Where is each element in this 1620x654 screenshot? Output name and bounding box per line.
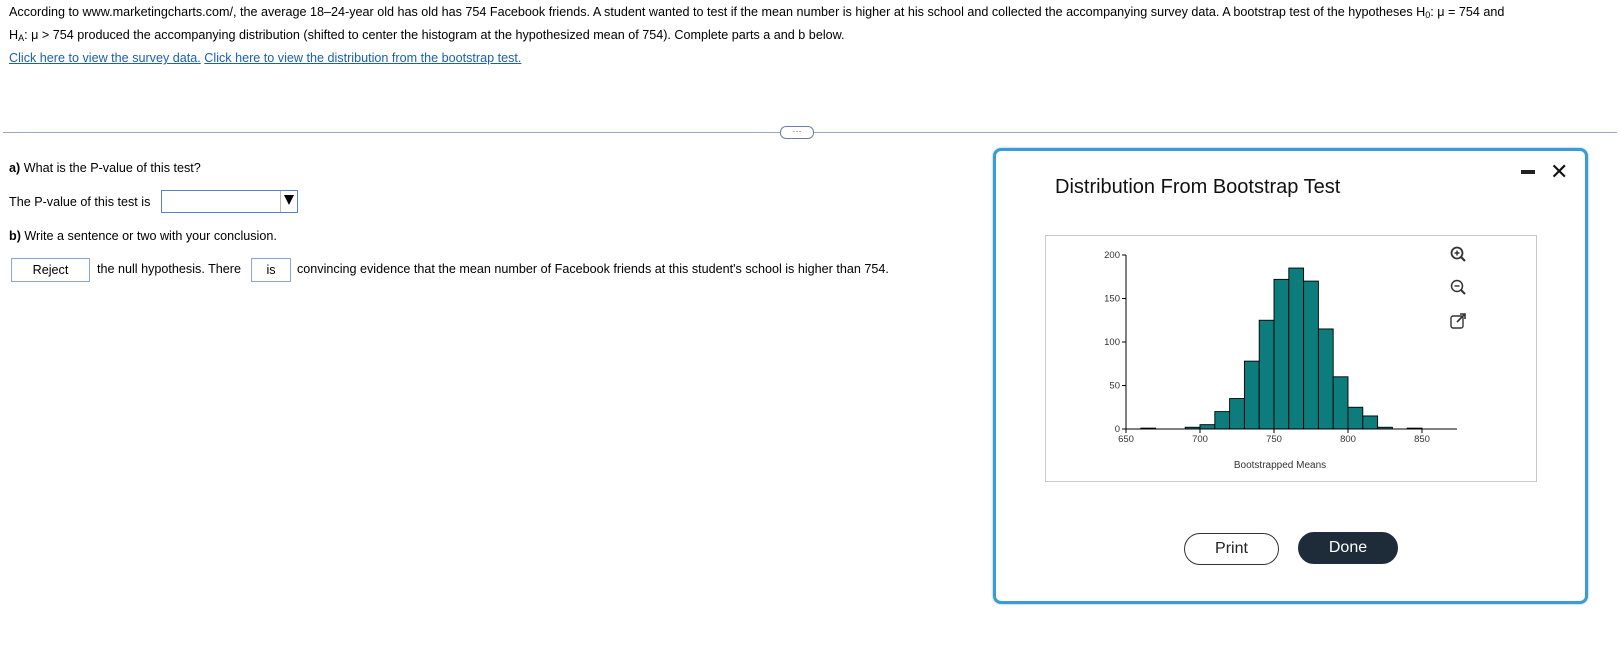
histogram-bar — [1274, 279, 1289, 429]
histogram-bar — [1259, 320, 1274, 429]
bootstrap-distribution-link[interactable]: Click here to view the distribution from the bootstrap test. — [204, 51, 522, 65]
ha-label: H — [9, 28, 19, 42]
histogram-bar — [1215, 412, 1230, 429]
histogram-bar — [1200, 425, 1215, 429]
histogram-panel — [1045, 235, 1537, 482]
x-tick-label: 850 — [1414, 434, 1430, 445]
y-tick-label: 200 — [1104, 250, 1120, 261]
intro-line-1 — [9, 2, 1599, 25]
y-tick-label: 50 — [1109, 380, 1120, 392]
evidence-choice-box[interactable]: is — [251, 258, 291, 282]
intro-text: According to www.marketingcharts.com/, the average 18–24-year old has old has 754 Facebook friends. A student wanted to test if the mean number is higher at his school and collected the accompanying survey data. A bootstrap test of the hypotheses H — [9, 5, 1426, 19]
close-icon[interactable]: ✕ — [1550, 159, 1569, 184]
intro-links — [9, 48, 1599, 68]
pvalue-prompt: The P-value of this test is — [9, 195, 151, 209]
y-tick-label: 0 — [1114, 424, 1120, 435]
intro-text-2: : μ > 754 produced the accompanying distribution (shifted to center the histogram at the hypothesized mean of 754). Complete parts a and b below. — [24, 28, 845, 42]
histogram-bar — [1289, 268, 1304, 429]
done-button[interactable]: Done — [1298, 532, 1398, 564]
reject-choice-box[interactable]: Reject — [11, 258, 90, 282]
histogram-bar — [1348, 407, 1363, 429]
conclusion-text-1: the null hypothesis. There — [97, 262, 241, 276]
x-axis-label: Bootstrapped Means — [1233, 460, 1327, 471]
problem-intro — [9, 2, 1599, 68]
part-a-label: a) — [9, 161, 21, 175]
ha-subscript: A — [18, 33, 25, 43]
x-tick-label: 750 — [1266, 434, 1282, 445]
part-a-text: What is the P-value of this test? — [20, 161, 201, 175]
part-a-question — [9, 161, 201, 175]
expand-toggle-button[interactable]: ··· — [780, 126, 814, 139]
y-tick-label: 150 — [1104, 293, 1120, 305]
x-tick-label: 700 — [1192, 434, 1208, 445]
intro-line-2 — [9, 25, 1599, 48]
bootstrap-histogram — [1046, 236, 1536, 481]
y-tick-label: 100 — [1104, 337, 1120, 348]
part-b-question — [9, 229, 277, 243]
part-b-text: Write a sentence or two with your conclusion. — [20, 229, 277, 243]
conclusion-text-2: convincing evidence that the mean number of Facebook friends at this student's school is higher than 754. — [297, 262, 889, 276]
histogram-bar — [1244, 361, 1259, 429]
x-tick-label: 650 — [1118, 434, 1134, 445]
print-button[interactable]: Print — [1184, 533, 1279, 565]
dropdown-arrow-box[interactable] — [280, 191, 297, 212]
part-b-label: b) — [9, 229, 21, 243]
histogram-bar — [1318, 329, 1333, 429]
h0-subscript: 0 — [1425, 10, 1431, 20]
histogram-bar — [1363, 416, 1378, 429]
zoom-in-icon[interactable] — [1452, 248, 1466, 262]
zoom-out-icon[interactable] — [1452, 281, 1466, 295]
x-tick-label: 800 — [1340, 434, 1356, 445]
chevron-down-icon — [284, 195, 294, 205]
minimize-icon[interactable] — [1521, 170, 1535, 174]
histogram-bar — [1333, 377, 1348, 429]
dialog-title: Distribution From Bootstrap Test — [1055, 176, 1341, 198]
h0-text: : μ = 754 and — [1430, 5, 1505, 19]
histogram-bar — [1230, 399, 1245, 429]
histogram-bars — [1141, 268, 1422, 429]
pvalue-dropdown[interactable] — [161, 190, 298, 213]
popout-icon[interactable] — [1451, 314, 1465, 328]
survey-data-link[interactable]: Click here to view the survey data. — [9, 51, 201, 65]
histogram-bar — [1304, 281, 1319, 429]
